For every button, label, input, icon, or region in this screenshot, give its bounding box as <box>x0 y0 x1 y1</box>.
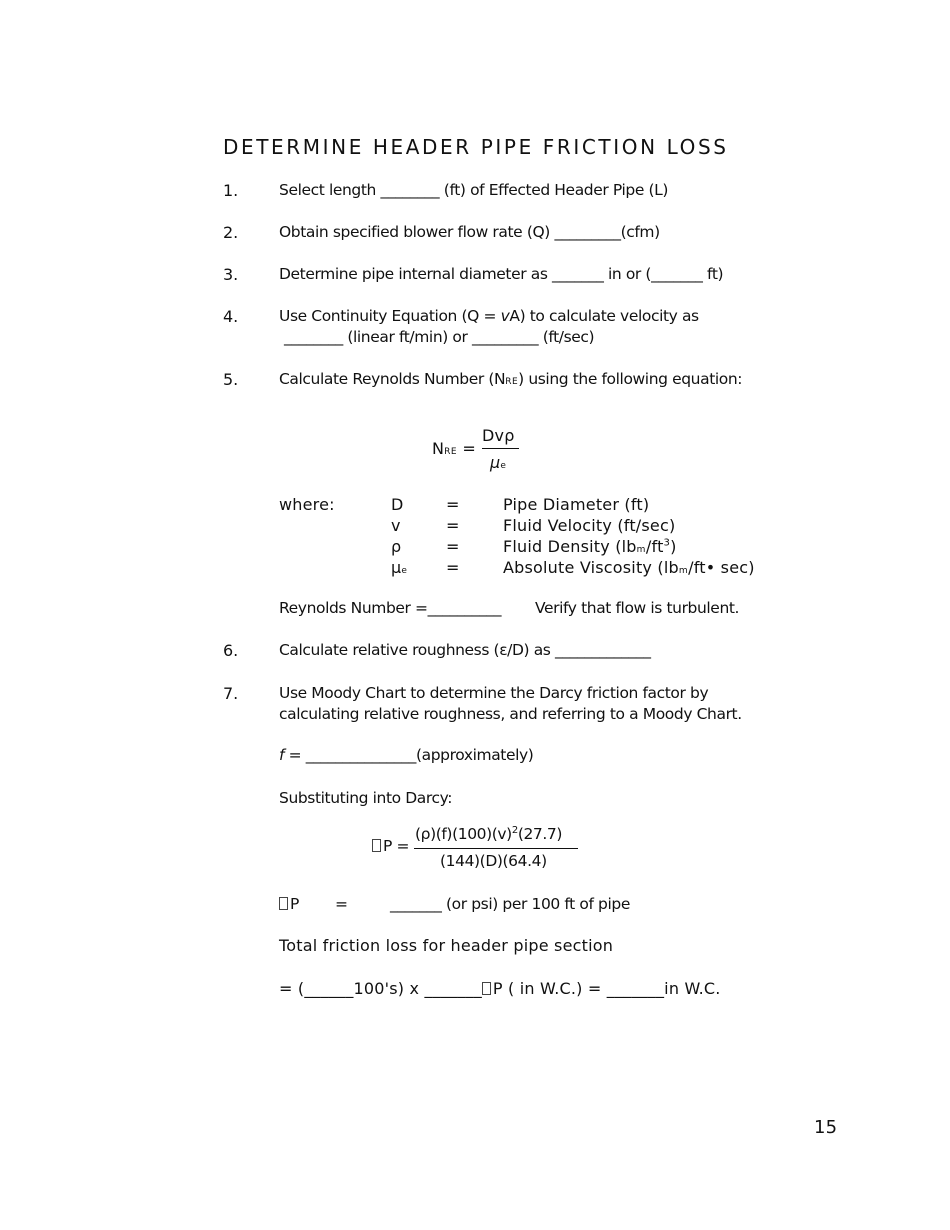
where-symbol-d: D <box>391 495 404 514</box>
reynolds-number-blank: Reynolds Number =__________ <box>279 599 502 617</box>
step5-pre: Calculate Reynolds Number (N <box>279 370 506 388</box>
friction-factor-blank: f = _______________(approximately) <box>279 746 534 764</box>
step-number-4: 4. <box>223 307 239 326</box>
reynolds-denominator: μe <box>490 453 507 472</box>
delta-p-symbol: P <box>279 895 299 913</box>
step-text-4 <box>279 307 699 325</box>
where-equals-rho: = <box>446 537 460 556</box>
delta-p-equals: = <box>335 895 348 913</box>
where-desc-rho: Fluid Density $(lbm/ft^3)$ <box>503 537 677 556</box>
darcy-fraction-bar <box>414 848 578 849</box>
step5-sub: RE <box>505 377 519 387</box>
step-text-4-line2: ________ (linear ft/min) or _________ (ft/sec) <box>284 328 595 346</box>
total-friction-label: Total friction loss for header pipe section <box>279 936 614 955</box>
step-text-6: Calculate relative roughness (ε/D) as _____________ <box>279 641 651 659</box>
step5-post: ) using the following equation: <box>518 370 743 388</box>
where-desc-v: Fluid Velocity (ft/sec) <box>503 516 676 535</box>
delta-p-value: _______ (or psi) per 100 ft of pipe <box>390 895 630 913</box>
step4-post: A) to calculate velocity as <box>509 307 699 325</box>
darcy-numerator: $(\rho)(f)(100)(v)^2(27.7)$ <box>415 824 563 843</box>
darcy-intro: Substituting into Darcy: <box>279 789 453 807</box>
where-equals-v: = <box>446 516 460 535</box>
velocity-symbol: v <box>500 307 510 325</box>
step-text-7-line1: Use Moody Chart to determine the Darcy friction factor by <box>279 684 709 702</box>
step-number-6: 6. <box>223 641 239 660</box>
step-number-7: 7. <box>223 684 239 703</box>
verify-turbulent-note: Verify that flow is turbulent. <box>535 599 740 617</box>
step-text-7-line2: calculating relative roughness, and referring to a Moody Chart. <box>279 705 742 723</box>
step-text-2: Obtain specified blower flow rate (Q) _________(cfm) <box>279 223 660 241</box>
darcy-denominator: (144)(D)(64.4) <box>440 852 547 870</box>
where-desc-mu: Absolute Viscosity (lbm/ft• sec) <box>503 558 755 577</box>
step-text-3: Determine pipe internal diameter as _______ in or (_______ ft) <box>279 265 724 283</box>
step-number-3: 3. <box>223 265 239 284</box>
step-text-5 <box>279 370 742 388</box>
page-number: 15 <box>814 1117 838 1138</box>
delta-glyph-icon <box>372 839 381 852</box>
step-number-5: 5. <box>223 370 239 389</box>
page-title: DETERMINE HEADER PIPE FRICTION LOSS <box>223 135 729 159</box>
darcy-lhs: P = <box>372 837 409 855</box>
where-equals-mu: = <box>446 558 460 577</box>
where-equals-d: = <box>446 495 460 514</box>
step4-pre: Use Continuity Equation (Q = <box>279 307 501 325</box>
reynolds-lhs: NRE = <box>432 439 477 458</box>
step-text-1: Select length ________ (ft) of Effected Header Pipe (L) <box>279 181 669 199</box>
where-label: where: <box>279 495 335 514</box>
step-number-2: 2. <box>223 223 239 242</box>
step-number-1: 1. <box>223 181 239 200</box>
reynolds-fraction-bar <box>482 448 519 449</box>
reynolds-numerator: Dvρ <box>482 426 515 445</box>
where-symbol-mu: μe <box>391 558 408 577</box>
total-friction-formula: = (______100's) x _______ P ( in W.C.) = _______in W.C. <box>279 979 721 998</box>
where-symbol-rho: ρ <box>391 537 402 556</box>
delta-glyph-icon <box>482 982 491 995</box>
where-symbol-v: v <box>391 516 401 535</box>
where-desc-d: Pipe Diameter (ft) <box>503 495 650 514</box>
delta-glyph-icon <box>279 897 288 910</box>
